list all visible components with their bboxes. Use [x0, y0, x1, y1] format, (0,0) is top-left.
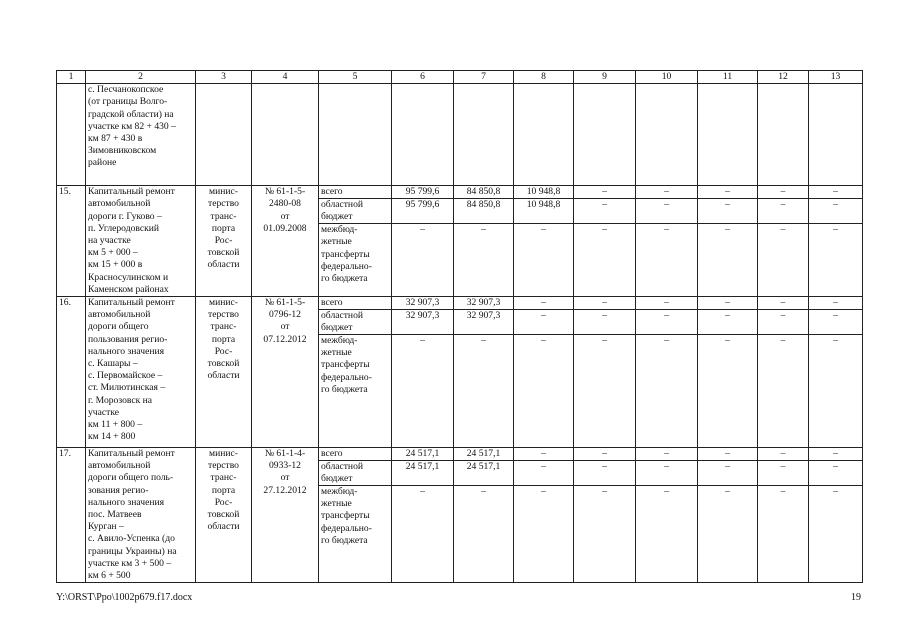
value-cell: –: [514, 461, 573, 486]
customer: минис- терство транс- порта Рос- товской области: [196, 297, 252, 448]
value-cell: –: [514, 448, 573, 461]
value-cell: –: [574, 297, 635, 310]
value-cell: 24 517,1: [454, 461, 513, 486]
header-row: [57, 71, 863, 84]
funding-sources: [319, 448, 392, 583]
value-cell: –: [574, 199, 635, 224]
value-cell: –: [481, 486, 486, 498]
value-cell: –: [809, 310, 862, 335]
value-cell: –: [514, 310, 573, 335]
row-number: 17.: [57, 448, 86, 583]
funding-sources: [319, 297, 392, 448]
table-cell: [319, 84, 392, 186]
value-cell: –: [809, 461, 862, 486]
value-cell: –: [725, 335, 730, 347]
value-column: [809, 186, 863, 297]
table-cell: [809, 84, 863, 186]
value-cell: 24 517,1: [392, 448, 453, 461]
value-column: [454, 448, 514, 583]
funding-source: межбюд- жетные трансферты федерально- го бюджета: [321, 335, 372, 395]
value-cell: –: [698, 199, 757, 224]
value-column: [636, 297, 698, 448]
value-column: [698, 297, 758, 448]
value-cell: –: [541, 335, 546, 347]
value-column: [454, 297, 514, 448]
value-cell: 10 948,8: [514, 199, 573, 224]
value-cell: 24 517,1: [392, 461, 453, 486]
table-cell: с. Песчанокопское (от границы Волго- градской области) на участке км 82 + 430 – км 87 + 430 в Зимовниковском районе: [86, 84, 196, 186]
table-cell: [758, 84, 809, 186]
value-column: [758, 448, 809, 583]
value-column: [809, 297, 863, 448]
page-number: 19: [851, 592, 861, 603]
value-cell: –: [636, 199, 697, 224]
object-name: Капитальный ремонт автомобильной дороги общего поль- зования регио- нального значения пос. Матвеев Курган – с. Авило-Успенка (до границы Украины) на участке км 3 + 500 – км 6 + 500: [86, 448, 196, 583]
column-header: 7: [454, 71, 514, 84]
value-column: [514, 297, 574, 448]
table-row: [57, 186, 863, 297]
column-header: 9: [574, 71, 636, 84]
object-name: Капитальный ремонт автомобильной дороги общего пользования регио- нального значения с. Кашары – с. Первомайское – ст. Милютинская – г. Морозовск на участке км 11 + 800 – км 14 + 800: [86, 297, 196, 448]
value-column: [758, 186, 809, 297]
value-cell: –: [636, 297, 697, 310]
value-column: [636, 448, 698, 583]
value-cell: 32 907,3: [454, 297, 513, 310]
value-cell: –: [698, 448, 757, 461]
value-cell: –: [780, 486, 786, 498]
column-header: 10: [636, 71, 698, 84]
funding-source: всего: [319, 448, 391, 461]
value-cell: 24 517,1: [454, 448, 513, 461]
value-cell: –: [541, 486, 546, 498]
column-header: 12: [758, 71, 809, 84]
value-cell: –: [698, 297, 757, 310]
value-cell: –: [664, 335, 669, 347]
value-column: [574, 448, 636, 583]
column-header: 6: [392, 71, 454, 84]
table-cell: [196, 84, 252, 186]
value-cell: –: [636, 310, 697, 335]
value-column: [758, 297, 809, 448]
funding-source: межбюд- жетные трансферты федерально- го бюджета: [321, 224, 372, 285]
table-cell: [454, 84, 514, 186]
value-cell: –: [758, 461, 808, 486]
value-column: [809, 448, 863, 583]
value-cell: –: [574, 461, 635, 486]
value-cell: –: [636, 186, 697, 199]
value-cell: 32 907,3: [392, 297, 453, 310]
value-cell: 84 850,8: [454, 199, 513, 224]
value-cell: –: [833, 224, 838, 236]
value-cell: –: [574, 310, 635, 335]
column-header: 4: [252, 71, 319, 84]
value-cell: –: [833, 486, 838, 498]
table-cell: [252, 84, 319, 186]
value-cell: –: [514, 297, 573, 310]
value-cell: –: [758, 310, 808, 335]
table-cell: [636, 84, 698, 186]
column-header: 13: [809, 71, 863, 84]
column-header: 2: [86, 71, 196, 84]
table-cell: [698, 84, 758, 186]
funding-source: областной бюджет: [319, 310, 391, 335]
value-column: [514, 186, 574, 297]
footer-file-path: Y:\ORST\Ppo\1002p679.f17.docx: [56, 592, 193, 603]
value-cell: –: [833, 335, 838, 347]
value-cell: –: [602, 224, 607, 236]
table-cell: [514, 84, 574, 186]
funding-source: всего: [319, 186, 391, 199]
value-cell: –: [780, 335, 786, 347]
customer: минис- терство транс- порта Рос- товской области: [196, 448, 252, 583]
value-cell: –: [541, 224, 546, 236]
value-cell: –: [809, 186, 862, 199]
table-cell: [574, 84, 636, 186]
funding-sources: [319, 186, 392, 297]
row-number: 15.: [57, 186, 86, 297]
value-cell: –: [809, 448, 862, 461]
column-header: 5: [319, 71, 392, 84]
continuation-row: [57, 84, 863, 186]
table-cell: [57, 84, 86, 186]
value-cell: 10 948,8: [514, 186, 573, 199]
funding-source: межбюд- жетные трансферты федерально- го бюджета: [321, 486, 372, 546]
value-cell: –: [420, 335, 425, 347]
table-row: [57, 448, 863, 583]
column-header: 8: [514, 71, 574, 84]
value-cell: –: [758, 186, 808, 199]
value-cell: –: [420, 224, 425, 236]
value-cell: 32 907,3: [392, 310, 453, 335]
value-cell: –: [420, 486, 425, 498]
value-cell: –: [574, 186, 635, 199]
budget-table: [56, 70, 863, 583]
value-cell: 95 799,6: [392, 186, 453, 199]
value-cell: –: [602, 335, 607, 347]
value-cell: –: [809, 199, 862, 224]
column-header: 1: [57, 71, 86, 84]
object-name: Капитальный ремонт автомобильной дороги г. Гуково – п. Углеродовский на участке км 5 + 000 – км 15 + 000 в Красносулинском и Каменском районах: [86, 186, 196, 297]
document-number: № 61-1-4- 0933-12 от 27.12.2012: [252, 448, 319, 583]
column-header: 3: [196, 71, 252, 84]
value-cell: –: [698, 186, 757, 199]
value-cell: –: [758, 297, 808, 310]
value-cell: –: [636, 448, 697, 461]
value-cell: 84 850,8: [454, 186, 513, 199]
value-column: [574, 186, 636, 297]
table-row: [57, 297, 863, 448]
value-cell: –: [698, 461, 757, 486]
value-cell: 32 907,3: [454, 310, 513, 335]
table-cell: [392, 84, 454, 186]
row-number: 16.: [57, 297, 86, 448]
value-cell: –: [725, 224, 730, 236]
value-cell: –: [725, 486, 730, 498]
value-column: [698, 186, 758, 297]
value-column: [636, 186, 698, 297]
customer: минис- терство транс- порта Рос- товской области: [196, 186, 252, 297]
value-cell: –: [636, 461, 697, 486]
value-cell: –: [574, 448, 635, 461]
value-cell: –: [481, 335, 486, 347]
value-cell: –: [481, 224, 486, 236]
value-cell: –: [758, 199, 808, 224]
value-column: [514, 448, 574, 583]
document-number: № 61-1-5- 0796-12 от 07.12.2012: [252, 297, 319, 448]
value-cell: –: [698, 310, 757, 335]
value-cell: –: [664, 224, 669, 236]
value-cell: –: [602, 486, 607, 498]
funding-source: всего: [319, 297, 391, 310]
value-cell: –: [664, 486, 669, 498]
value-column: [454, 186, 514, 297]
funding-source: областной бюджет: [319, 461, 391, 486]
funding-source: областной бюджет: [319, 199, 391, 224]
value-column: [698, 448, 758, 583]
value-cell: –: [780, 224, 786, 236]
column-header: 11: [698, 71, 758, 84]
value-cell: 95 799,6: [392, 199, 453, 224]
value-cell: –: [809, 297, 862, 310]
value-column: [392, 448, 454, 583]
value-cell: –: [758, 448, 808, 461]
value-column: [574, 297, 636, 448]
document-number: № 61-1-5- 2480-08 от 01.09.2008: [252, 186, 319, 297]
value-column: [392, 186, 454, 297]
value-column: [392, 297, 454, 448]
